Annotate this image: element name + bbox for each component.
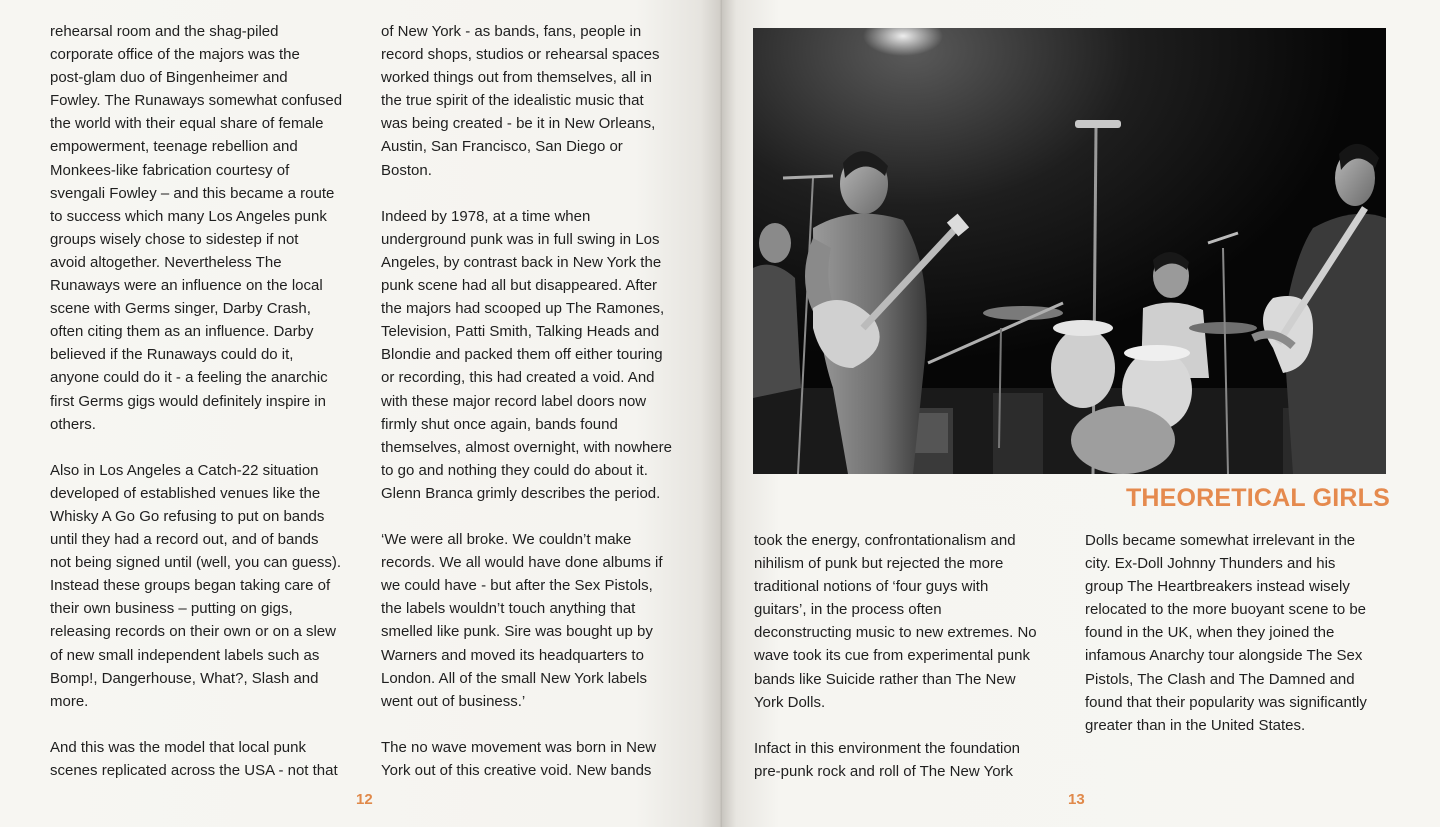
paragraph: The no wave movement was born in New York out of this creative void. New bands bbox=[381, 738, 657, 779]
section-title: THEORETICAL GIRLS bbox=[1125, 484, 1390, 512]
paragraph: rehearsal room and the shag-piled corporate office of the majors was the post-glam duo of Bingenheimer and Fowley. The Runaways somewhat confused the world with their equal share of female empowerment, teenage rebellion and Monkees-like fabrication courtesy of svengali Fowley – and this became a route to success which many Los Angeles punk groups wisely chose to sidestep if not avoid altogether. Nevertheless The Runaways were an influence on the local scene with Germs singer, Darby Crash, often citing them as an influence. Darby believed if the Runaways could do it, anyone could do it - a feeling the anarchic first Germs gigs would definitely inspire in others. bbox=[50, 23, 343, 433]
paragraph: Infact in this environment the foundation pre-punk rock and roll of The New York bbox=[754, 739, 1021, 780]
right-page-column-1 bbox=[754, 529, 1074, 783]
right-page-column-2 bbox=[1085, 529, 1405, 737]
concert-photo bbox=[753, 28, 1386, 474]
right-page bbox=[722, 0, 1440, 827]
paragraph: of New York - as bands, fans, people in record shops, studios or rehearsal spaces worked things out from themselves, all in the true spirit of the idealistic music that was being created - be it in New Orleans, Austin, San Francisco, San Diego or Boston. bbox=[381, 23, 660, 179]
page-number-right: 13 bbox=[1068, 791, 1085, 808]
paragraph: took the energy, confrontationalism and nihilism of punk but rejected the more traditional notions of ‘four guys with guitars’, in the process often deconstructing music to new extremes. No wave took its cue from experimental punk bands like Suicide rather than The New York Dolls. bbox=[754, 532, 1037, 711]
left-page-column-1 bbox=[50, 20, 370, 782]
concert-photo-illustration bbox=[753, 28, 1386, 474]
paragraph: And this was the model that local punk scenes replicated across the USA - not that bbox=[50, 738, 338, 779]
paragraph: Indeed by 1978, at a time when underground punk was in full swing in Los Angeles, by contrast back in New York the punk scene had all but disappeared. After the majors had scooped up The Ramones, Television, Patti Smith, Talking Heads and Blondie and packed them off either touring or recording, this had created a void. And with these major record label doors now firmly shut once again, bands found themselves, almost overnight, with nowhere to go and nothing they could do about it. Glenn Branca grimly describes the period. bbox=[381, 207, 672, 502]
page-number-left: 12 bbox=[356, 791, 373, 808]
left-page-column-2 bbox=[381, 20, 701, 782]
quote-paragraph: ‘We were all broke. We couldn’t make records. We all would have done albums if we could have - but after the Sex Pistols, the labels wouldn’t touch anything that smelled like punk. Sire was bought up by Warners and moved its headquarters to London. All of the small New York labels went out of business.’ bbox=[381, 531, 663, 710]
paragraph: Also in Los Angeles a Catch-22 situation developed of established venues like the Whisky A Go Go refusing to put on bands until they had a record out, and of bands not being signed until (well, you can guess). Instead these groups began taking care of their own business – putting on gigs, releasing records on their own or on a slew of new small independent labels such as Bomp!, Dangerhouse, What?, Slash and more. bbox=[50, 461, 342, 710]
paragraph: Dolls became somewhat irrelevant in the city. Ex-Doll Johnny Thunders and his group The Heartbreakers instead wisely relocated to the more buoyant scene to be found in the UK, when they joined the infamous Anarchy tour alongside The Sex Pistols, The Clash and The Damned and found that their popularity was significantly greater than in the United States. bbox=[1085, 532, 1367, 734]
